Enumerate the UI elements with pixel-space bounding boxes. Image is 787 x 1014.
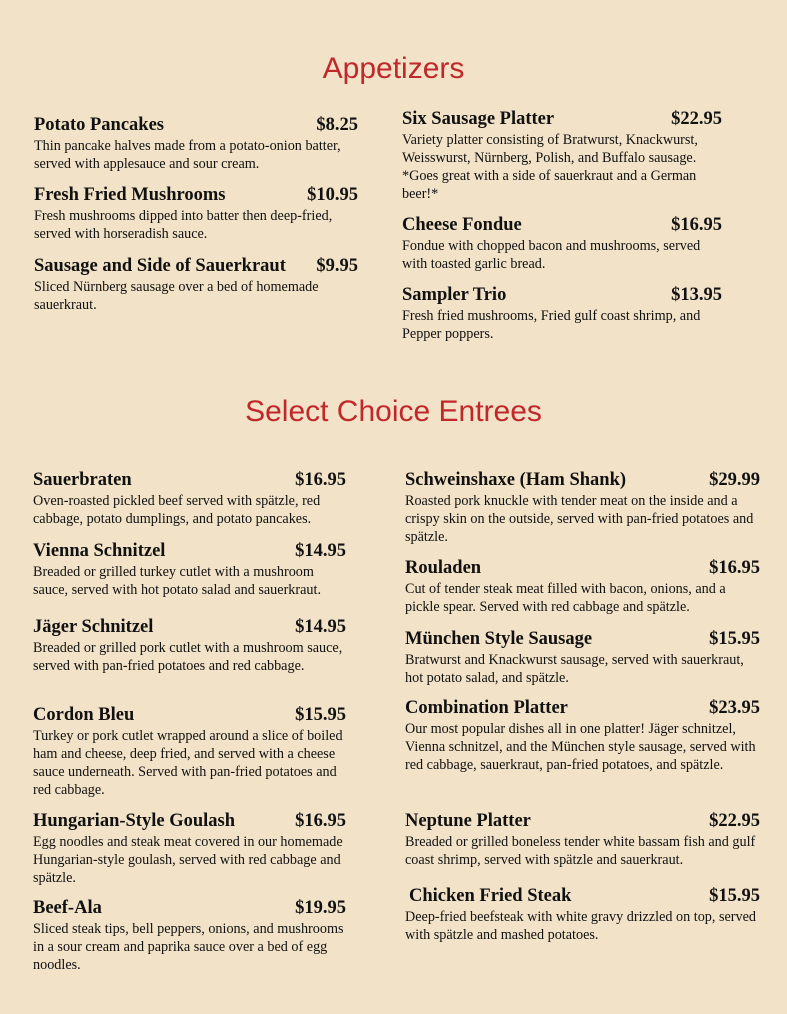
item-description: Breaded or grilled pork cutlet with a mushroom sauce, served with pan-fried potatoes and red cabbage. (33, 640, 343, 674)
menu-item-vienna-schnitzel (33, 540, 346, 599)
menu-item-munchen-sausage (405, 628, 760, 687)
item-description: Deep-fried beefsteak with white gravy drizzled on top, served with spätzle and mashed potatoes. (405, 909, 757, 943)
item-price: $9.95 (316, 256, 358, 276)
item-name: Hungarian-Style Goulash (33, 811, 236, 831)
item-name: Neptune Platter (405, 811, 531, 831)
item-name: Potato Pancakes (34, 115, 164, 135)
item-price: $23.95 (709, 698, 760, 718)
item-name: Combination Platter (405, 698, 568, 718)
item-description: Bratwurst and Knackwurst sausage, served with sauerkraut, hot potato salad, and spätzle. (405, 652, 744, 686)
menu-item-neptune-platter (405, 810, 760, 869)
menu-item-beef-ala (33, 897, 346, 974)
item-price: $22.95 (671, 109, 722, 129)
appetizers-heading: Appetizers (322, 52, 465, 85)
item-description: Roasted pork knuckle with tender meat on the inside and a crispy skin on the outside, served with pan-fried potatoes and spätzle. (405, 493, 754, 545)
item-price: $10.95 (307, 185, 358, 205)
menu-item-sausage-sauerkraut (34, 255, 358, 314)
menu-item-sampler-trio (402, 284, 722, 343)
item-description: Thin pancake halves made from a potato-onion batter, served with applesauce and sour cream. (34, 138, 341, 172)
item-description: Our most popular dishes all in one platter! Jäger schnitzel, Vienna schnitzel, and the München style sausage, served with red cabbage, sauerkraut, pan-fried potatoes, and spätzle. (405, 721, 756, 773)
item-description: Breaded or grilled boneless tender white bassam fish and gulf coast shrimp, served with spätzle and sauerkraut. (405, 834, 756, 868)
item-name: Cheese Fondue (402, 215, 522, 235)
menu-item-cheese-fondue (402, 214, 722, 273)
item-name: Fresh Fried Mushrooms (34, 185, 226, 205)
item-price: $15.95 (709, 886, 760, 906)
menu-item-six-sausage-platter (402, 108, 722, 203)
menu-item-combination-platter (405, 697, 760, 774)
item-description: Variety platter consisting of Bratwurst, Knackwurst, Weisswurst, Nürnberg, Polish, and Buffalo sausage. *Goes great with a side of sauerkraut and a German beer!* (402, 132, 698, 202)
item-price: $15.95 (295, 705, 346, 725)
menu-item-jager-schnitzel (33, 616, 346, 675)
menu-item-hungarian-goulash (33, 810, 346, 887)
item-name: München Style Sausage (405, 629, 593, 649)
item-description: Oven-roasted pickled beef served with spätzle, red cabbage, potato dumplings, and potato pancakes. (33, 493, 321, 527)
item-name: Chicken Fried Steak (409, 886, 572, 906)
item-description: Turkey or pork cutlet wrapped around a slice of boiled ham and cheese, deep fried, and served with a cheese sauce underneath. Served with pan-fried potatoes and red cabbage. (33, 728, 343, 798)
menu-item-potato-pancakes (34, 114, 358, 173)
item-price: $19.95 (295, 898, 346, 918)
item-price: $14.95 (295, 541, 346, 561)
item-description: Fresh fried mushrooms, Fried gulf coast shrimp, and Pepper poppers. (402, 308, 701, 342)
menu-item-fresh-fried-mushrooms (34, 184, 358, 243)
entrees-heading: Select Choice Entrees (245, 395, 542, 428)
item-price: $16.95 (295, 470, 346, 490)
item-price: $8.25 (316, 115, 358, 135)
item-price: $22.95 (709, 811, 760, 831)
item-name: Schweinshaxe (Ham Shank) (405, 470, 627, 490)
menu-item-schweinshaxe (405, 469, 760, 546)
item-price: $15.95 (709, 629, 760, 649)
menu-item-rouladen (405, 557, 760, 616)
item-name: Six Sausage Platter (402, 109, 555, 129)
item-price: $16.95 (671, 215, 722, 235)
item-price: $16.95 (709, 558, 760, 578)
item-price: $16.95 (295, 811, 346, 831)
item-description: Egg noodles and steak meat covered in our homemade Hungarian-style goulash, served with red cabbage and spätzle. (33, 834, 343, 886)
item-name: Beef-Ala (33, 898, 102, 918)
item-name: Sausage and Side of Sauerkraut (34, 256, 286, 276)
item-description: Fresh mushrooms dipped into batter then deep-fried, served with horseradish sauce. (34, 208, 333, 242)
menu-item-chicken-fried-steak (405, 885, 760, 944)
item-price: $13.95 (671, 285, 722, 305)
menu-item-sauerbraten (33, 469, 346, 528)
item-description: Breaded or grilled turkey cutlet with a mushroom sauce, served with hot potato salad and sauerkraut. (33, 564, 321, 598)
item-description: Fondue with chopped bacon and mushrooms, served with toasted garlic bread. (402, 238, 701, 272)
item-name: Sauerbraten (33, 470, 132, 490)
item-name: Cordon Bleu (33, 705, 135, 725)
item-description: Sliced steak tips, bell peppers, onions, and mushrooms in a sour cream and paprika sauce over a bed of egg noodles. (33, 921, 344, 973)
item-description: Sliced Nürnberg sausage over a bed of homemade sauerkraut. (34, 279, 319, 313)
item-price: $14.95 (295, 617, 346, 637)
item-price: $29.99 (709, 470, 760, 490)
item-name: Rouladen (405, 558, 482, 578)
menu-item-cordon-bleu (33, 704, 346, 799)
item-name: Jäger Schnitzel (33, 617, 154, 637)
item-name: Vienna Schnitzel (33, 541, 166, 561)
item-name: Sampler Trio (402, 285, 507, 305)
item-description: Cut of tender steak meat filled with bacon, onions, and a pickle spear. Served with red cabbage and spätzle. (405, 581, 726, 615)
